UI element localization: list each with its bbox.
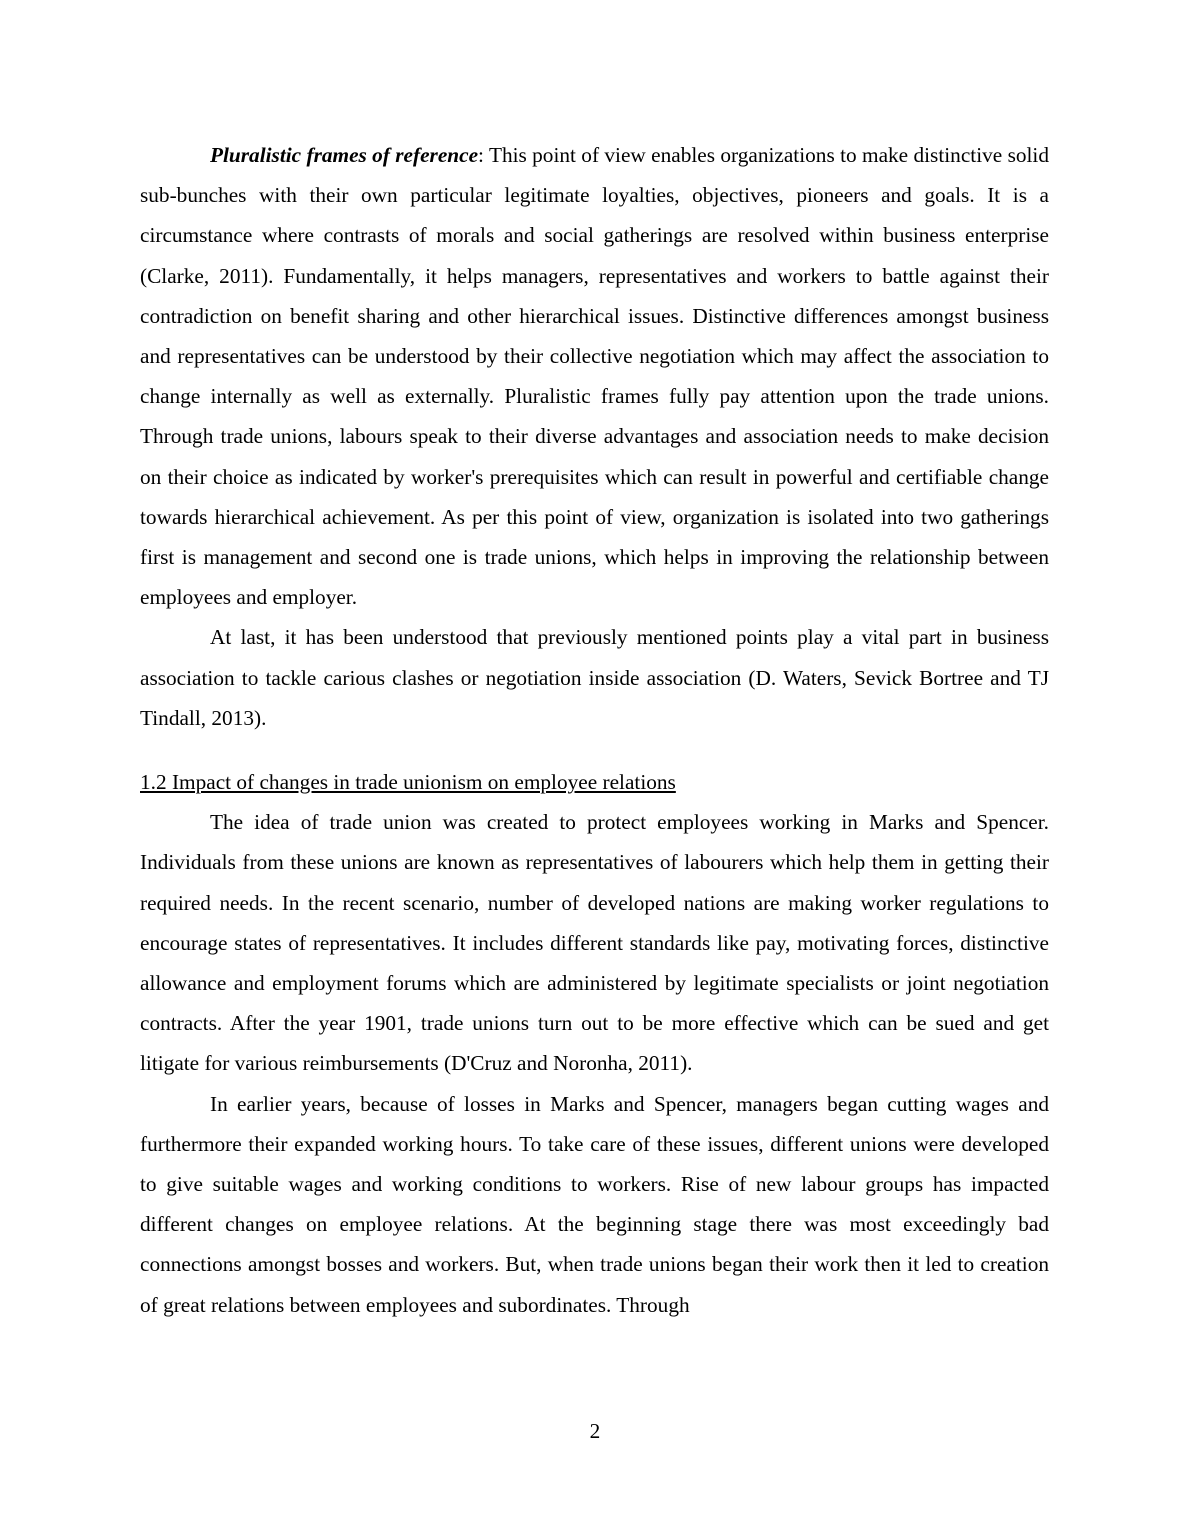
paragraph-text: : This point of view enables organizations to make distinctive solid sub-bunches with their own particular legitimate loyalties, objectives, pioneers and goals. It is a circumstance where contrasts of morals and social gatherings are resolved within business enterprise (Clarke, 2011). Fundamentally, it helps managers, representatives and workers to battle against their contradiction on benefit sharing and other hierarchical issues. Distinctive differences amongst business and representatives can be understood by their collective negotiation which may affect the association to change internally as well as externally. Pluralistic frames fully pay attention upon the trade unions. Through trade unions, labours speak to their diverse advantages and association needs to make decision on their choice as indicated by worker's prerequisites which can result in powerful and certifiable change towards hierarchical achievement. As per this point of view, organization is isolated into two gatherings first is management and second one is trade unions, which helps in improving the relationship between employees and employer. (140, 143, 1049, 610)
paragraph-conclusion: At last, it has been understood that previously mentioned points play a vital part in business association to tackle carious clashes or negotiation inside association (D. Waters, Sevick Bortree and TJ Tindall, 2013). (140, 625, 1049, 730)
section-heading: 1.2 Impact of changes in trade unionism on employee relations (140, 770, 676, 795)
paragraph-trade-union-idea: The idea of trade union was created to protect employees working in Marks and Spencer. Individuals from these unions are known as representatives of labourers which help them in getting their required needs. In the recent scenario, number of developed nations are making worker regulations to encourage states of representatives. It includes different standards like pay, motivating forces, distinctive allowance and employment forums which are administered by legitimate specialists or joint negotiation contracts. After the year 1901, trade unions turn out to be more effective which can be sued and get litigate for various reimbursements (D'Cruz and Noronha, 2011). (140, 810, 1049, 1076)
paragraph-earlier-years: In earlier years, because of losses in Marks and Spencer, managers began cutting wages and furthermore their expanded working hours. To take care of these issues, different unions were developed to give suitable wages and working conditions to workers. Rise of new labour groups has impacted different changes on employee relations. At the beginning stage there was most exceedingly bad connections amongst bosses and workers. But, when trade unions began their work then it led to creation of great relations between employees and subordinates. Through (140, 1091, 1049, 1317)
document-body (140, 135, 1049, 1325)
paragraph-pluralistic-frames (140, 135, 1049, 617)
term-pluralistic-frames: Pluralistic frames of reference (210, 143, 479, 167)
page-number: 2 (589, 1419, 601, 1443)
